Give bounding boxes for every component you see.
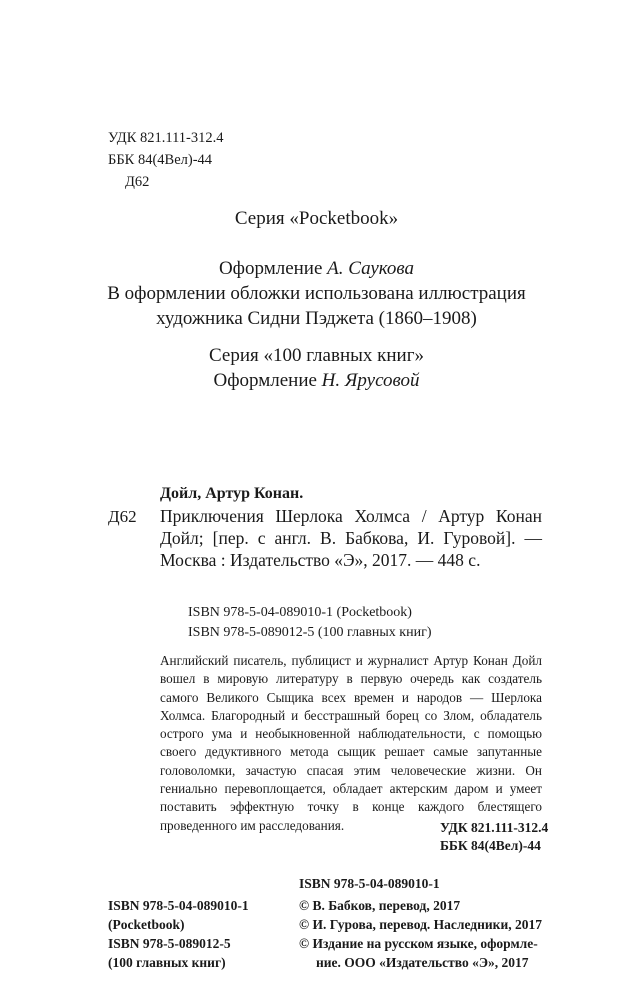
bottom-bbk: ББК 84(4Вел)-44 xyxy=(440,838,541,853)
bottom-udk: УДК 821.111-312.4 xyxy=(440,820,549,835)
copyright-line-4: ние. ООО «Издательство «Э», 2017 xyxy=(316,955,529,970)
left-isbn-1-note: (Pocketbook) xyxy=(108,917,185,932)
cutter-code: Д62 xyxy=(125,174,150,190)
left-isbn-1: ISBN 978-5-04-089010-1 xyxy=(108,898,249,913)
design-label: Оформление xyxy=(213,370,317,391)
catalog-description: Приключения Шерлока Холмса / Артур Конан Дойл; [пер. с англ. В. Бабкова, И. Гуровой]. — Москва : Издательство «Э», 2017. — 448 с. xyxy=(160,506,542,570)
catalog-author: Дойл, Артур Конан. xyxy=(160,485,304,502)
annotation: Английский писатель, публицист и журналист Артур Конан Дойл вошел в мировую литературу в первую очередь как создатель самого Великого Сыщика всех времен и народов — Шерлока Холмса. Благородный и бесстрашный борец со Злом, обладатель острого ума и необыкновенной наблюдательности, с помощью своего дедуктивного метода сыщик решает самые запутанные головоломки, зачастую спасая этим человеческие жизни. Он гениально перевоплощается, обладает актерским даром и умеет поставить эффектную точку в конце каждого блестящего проведенного им расследования. xyxy=(160,653,542,833)
copyright-line-2: © И. Гурова, перевод. Наследники, 2017 xyxy=(299,917,542,932)
design-credit-1 xyxy=(0,256,633,281)
design-label: Оформление xyxy=(218,258,323,279)
isbn-main: ISBN 978-5-04-089010-1 xyxy=(299,876,440,891)
copyright-line-3: © Издание на русском языке, оформле- xyxy=(299,936,538,951)
udk-code: УДК 821.111-312.4 xyxy=(108,130,224,146)
catalog-isbn-1: ISBN 978-5-04-089010-1 (Pocketbook) xyxy=(188,605,412,620)
copyright-line-1: © В. Бабков, перевод, 2017 xyxy=(299,898,461,913)
bbk-code: ББК 84(4Вел)-44 xyxy=(108,152,213,168)
left-isbn-2-note: (100 главных книг) xyxy=(108,955,226,970)
cover-note-line-1: В оформлении обложки использована иллюстрация xyxy=(107,283,526,304)
series-pocketbook: Серия «Pocketbook» xyxy=(234,208,399,229)
catalog-cutter: Д62 xyxy=(108,507,137,526)
designer-name: Н. Ярусовой xyxy=(321,370,420,391)
design-credit-2 xyxy=(0,368,633,393)
series-100: Серия «100 главных книг» xyxy=(208,345,424,366)
catalog-isbn-2: ISBN 978-5-089012-5 (100 главных книг) xyxy=(188,625,432,640)
left-isbn-2: ISBN 978-5-089012-5 xyxy=(108,936,231,951)
designer-name: А. Саукова xyxy=(327,258,415,279)
cover-note-line-2: художника Сидни Пэджета (1860–1908) xyxy=(156,308,477,329)
